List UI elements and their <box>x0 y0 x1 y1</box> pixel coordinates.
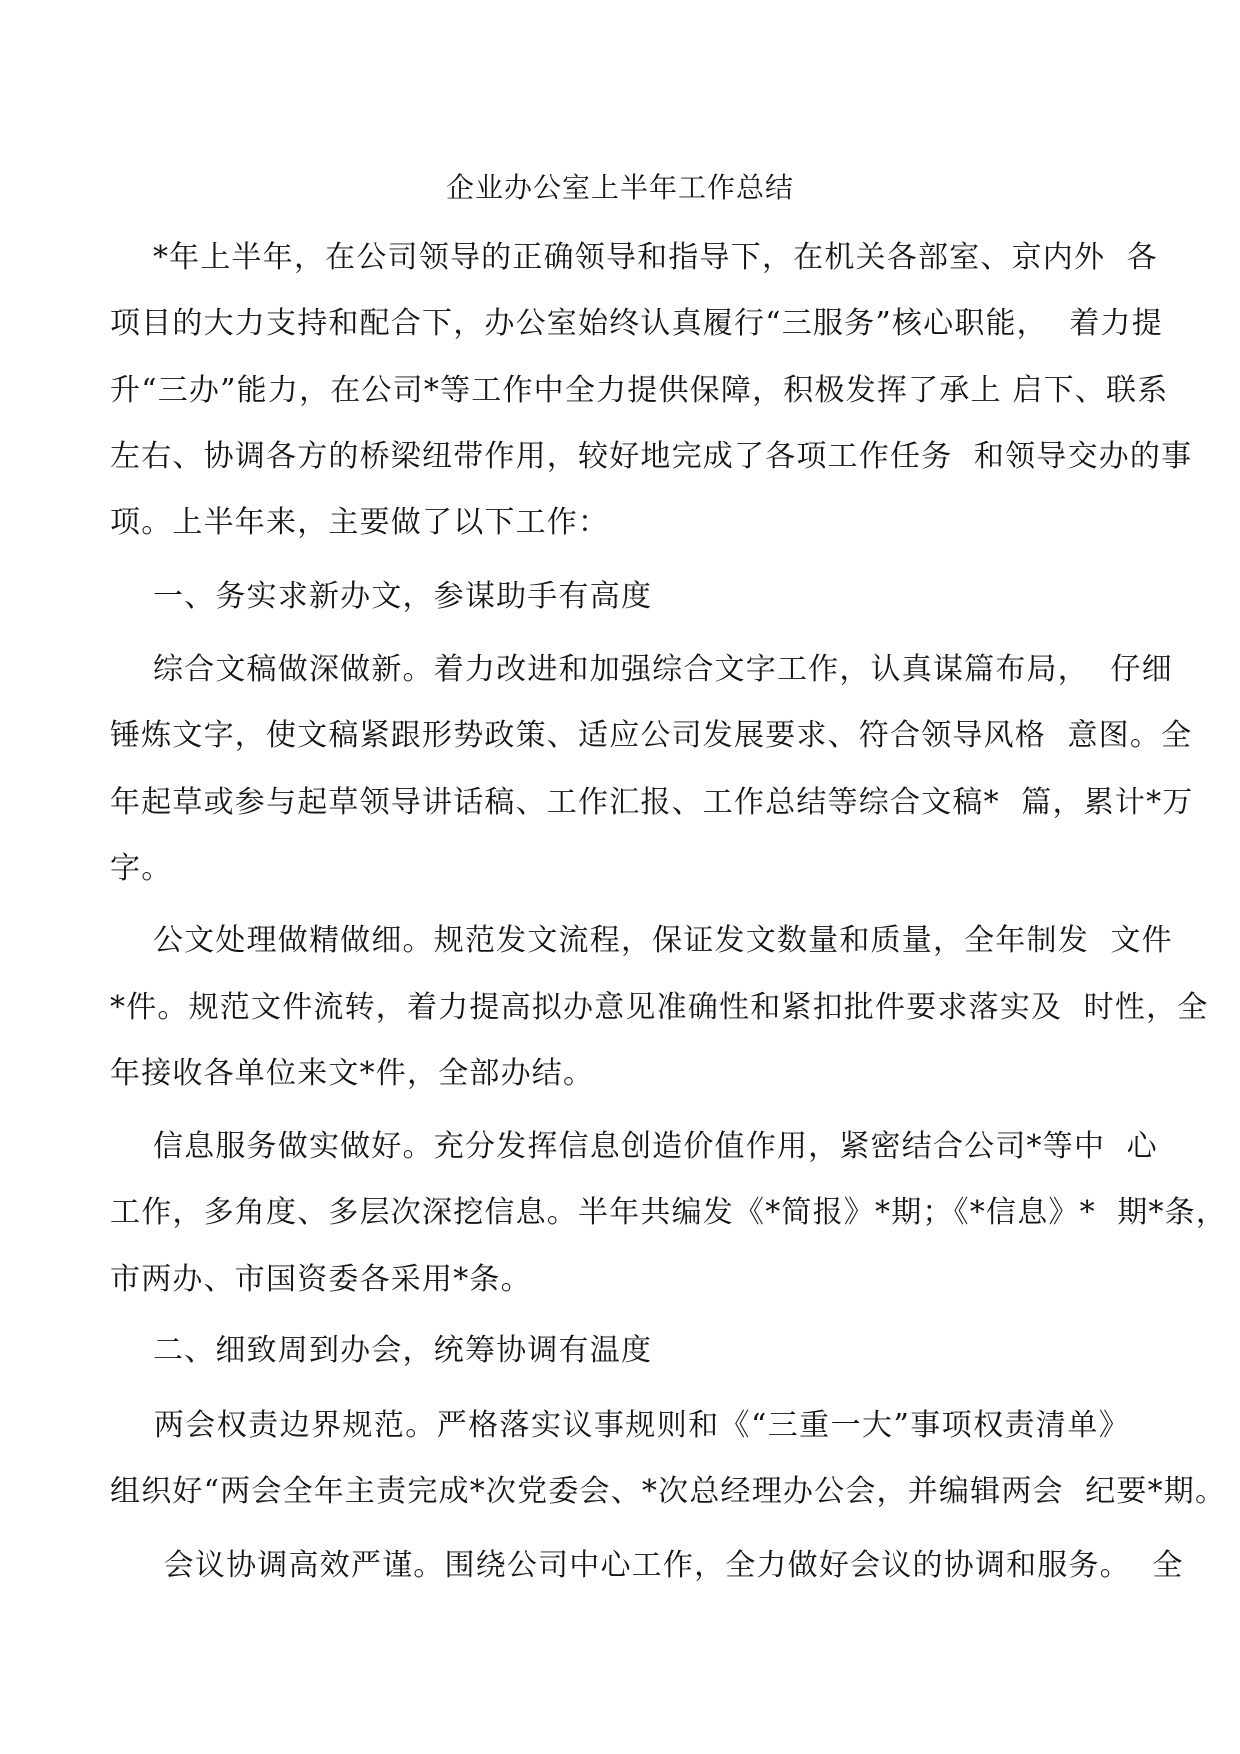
body-line: 年接收各单位来文*件，全部办结。 <box>110 1056 595 1091</box>
section-heading: 一、务实求新办文，参谋助手有高度 <box>110 579 653 614</box>
body-line: 公文处理做精做细。规范发文流程，保证发文数量和质量，全年制发 文件 <box>110 923 1173 958</box>
body-line: 项。上半年来，主要做了以下工作： <box>110 505 610 540</box>
body-line: 升“三办”能力，在公司*等工作中全力提供保障，积极发挥了承上 启下、联系 <box>110 373 1169 408</box>
body-line: 市两办、市国资委各采用*条。 <box>110 1262 532 1297</box>
body-line: 字。 <box>110 851 173 886</box>
body-line: 两会权责边界规范。严格落实议事规则和《“三重一大”事项权责清单》 <box>110 1408 1130 1443</box>
body-line: *年上半年，在公司领导的正确领导和指导下，在机关各部室、京内外 各 <box>110 240 1158 275</box>
body-line: 工作，多角度、多层次深挖信息。半年共编发《*简报》*期；《*信息》* 期*条， <box>110 1195 1228 1230</box>
body-line: 年起草或参与起草领导讲话稿、工作汇报、工作总结等综合文稿* 篇，累计*万 <box>110 785 1194 820</box>
body-line: 锤炼文字，使文稿紧跟形势政策、适应公司发展要求、符合领导风格 意图。全 <box>110 718 1193 753</box>
body-line: 信息服务做实做好。充分发挥信息创造价值作用，紧密结合公司*等中 心 <box>110 1129 1158 1164</box>
body-line: *件。规范文件流转，着力提高拟办意见准确性和紧扣批件要求落实及 时性，全 <box>110 990 1209 1025</box>
body-line: 项目的大力支持和配合下，办公室始终认真履行“三服务”核心职能， 着力提 <box>110 306 1163 341</box>
section-heading: 二、细致周到办会，统筹协调有温度 <box>110 1333 653 1368</box>
body-line: 组织好“两会全年主责完成*次党委会、*次总经理办公会，并编辑两会 纪要*期。 <box>110 1474 1227 1509</box>
body-line: 左右、协调各方的桥梁纽带作用，较好地完成了各项工作任务 和领导交办的事 <box>110 439 1193 474</box>
body-line: 综合文稿做深做新。着力改进和加强综合文字工作，认真谋篇布局， 仔细 <box>110 652 1173 687</box>
document-title: 企业办公室上半年工作总结 <box>445 171 794 204</box>
body-line: 会议协调高效严谨。围绕公司中心工作，全力做好会议的协调和服务。 全 <box>110 1548 1184 1583</box>
